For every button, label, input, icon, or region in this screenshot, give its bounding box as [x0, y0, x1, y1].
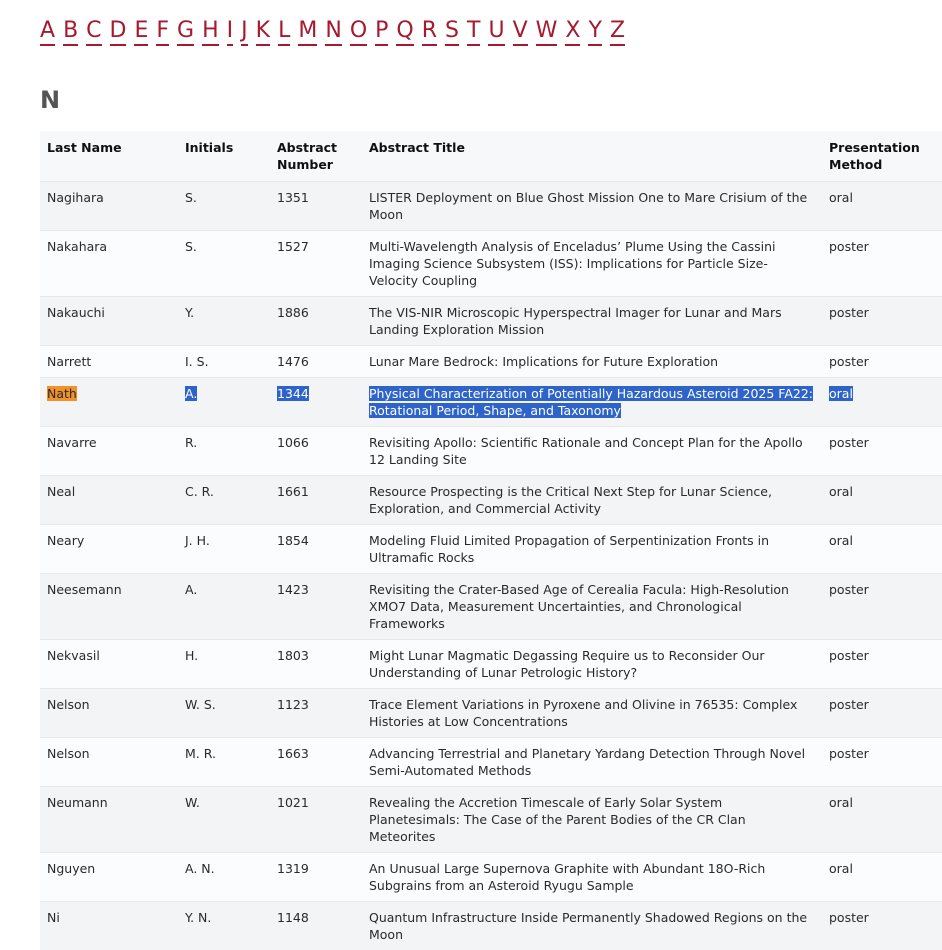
alphabet-link-y[interactable]: Y: [588, 18, 601, 46]
last-name-text: Nguyen: [47, 861, 95, 876]
table-row: [40, 297, 942, 346]
abstract-title-text: The VIS-NIR Microscopic Hyperspectral Imager for Lunar and Mars Landing Exploration Mission: [369, 305, 782, 337]
alphabet-link-w[interactable]: W: [536, 18, 558, 46]
abstract-number-text: 1423: [277, 582, 309, 597]
last-name-text: Nelson: [47, 746, 90, 761]
last-name-cell: [40, 427, 178, 476]
presentation-method-text: poster: [829, 305, 869, 320]
presentation-method-text: poster: [829, 239, 869, 254]
initials-cell: [178, 640, 270, 689]
abstract-title-cell: [362, 297, 822, 346]
alphabet-link-s[interactable]: S: [445, 18, 459, 46]
initials-text: M. R.: [185, 746, 216, 761]
last-name-cell: [40, 346, 178, 378]
abstract-number-cell: [270, 525, 362, 574]
alphabet-link-g[interactable]: G: [177, 18, 194, 46]
table-row: [40, 427, 942, 476]
abstract-number-cell: [270, 689, 362, 738]
table-row: [40, 689, 942, 738]
presentation-method-cell: [822, 378, 942, 427]
abstract-title-text: Trace Element Variations in Pyroxene and Olivine in 76535: Complex Histories at Low Concentrations: [369, 697, 797, 729]
abstract-number-text: 1886: [277, 305, 309, 320]
presentation-method-cell: [822, 853, 942, 902]
abstract-number-cell: [270, 640, 362, 689]
table-row: [40, 378, 942, 427]
alphabet-link-z[interactable]: Z: [610, 18, 625, 46]
alphabet-link-x[interactable]: X: [565, 18, 580, 46]
initials-text: W.: [185, 795, 200, 810]
initials-cell: [178, 231, 270, 297]
abstract-title-cell: [362, 689, 822, 738]
alphabet-nav: [40, 18, 625, 48]
alphabet-link-b[interactable]: B: [63, 18, 78, 46]
presentation-method-cell: [822, 346, 942, 378]
abstract-number-cell: [270, 476, 362, 525]
table-row: [40, 640, 942, 689]
last-name-text: Nagihara: [47, 190, 104, 205]
abstract-title-text: An Unusual Large Supernova Graphite with Abundant 18O-Rich Subgrains from an Asteroid Ryugu Sample: [369, 861, 765, 893]
abstract-number-text: 1663: [277, 746, 309, 761]
column-header-initials[interactable]: Initials: [178, 131, 270, 182]
abstract-title-text: Multi-Wavelength Analysis of Enceladus’ Plume Using the Cassini Imaging Science Subsystem (ISS): Implications for Particle Size-Velocity Coupling: [369, 239, 776, 288]
last-name-text: Ni: [47, 910, 60, 925]
presentation-method-text: poster: [829, 582, 869, 597]
last-name-cell: [40, 689, 178, 738]
alphabet-link-f[interactable]: F: [156, 18, 169, 46]
abstract-title-cell: [362, 640, 822, 689]
initials-text: Y. N.: [185, 910, 211, 925]
last-name-text: Nath: [47, 386, 77, 401]
presentation-method-text: poster: [829, 648, 869, 663]
initials-cell: [178, 574, 270, 640]
presentation-method-cell: [822, 640, 942, 689]
presentation-method-cell: [822, 297, 942, 346]
alphabet-link-u[interactable]: U: [488, 18, 504, 46]
initials-cell: [178, 297, 270, 346]
abstract-number-text: 1344: [277, 386, 309, 401]
alphabet-link-h[interactable]: H: [202, 18, 219, 46]
presentation-method-text: poster: [829, 746, 869, 761]
table-row: [40, 787, 942, 853]
last-name-text: Nakahara: [47, 239, 107, 254]
last-name-text: Navarre: [47, 435, 97, 450]
initials-cell: [178, 787, 270, 853]
table-row: [40, 574, 942, 640]
abstract-title-cell: [362, 378, 822, 427]
presentation-method-text: oral: [829, 484, 853, 499]
last-name-cell: [40, 476, 178, 525]
last-name-cell: [40, 640, 178, 689]
abstract-title-text: Revealing the Accretion Timescale of Early Solar System Planetesimals: The Case of the Parent Bodies of the CR Clan Meteorites: [369, 795, 746, 844]
initials-cell: [178, 525, 270, 574]
presentation-method-text: poster: [829, 697, 869, 712]
abstract-title-cell: [362, 787, 822, 853]
last-name-cell: [40, 787, 178, 853]
presentation-method-cell: [822, 182, 942, 231]
alphabet-link-p[interactable]: P: [375, 18, 388, 46]
abstract-number-cell: [270, 787, 362, 853]
presentation-method-cell: [822, 427, 942, 476]
abstract-number-text: 1661: [277, 484, 309, 499]
presentation-method-text: oral: [829, 190, 853, 205]
abstract-number-cell: [270, 378, 362, 427]
table-row: [40, 346, 942, 378]
initials-text: A. N.: [185, 861, 215, 876]
initials-cell: [178, 476, 270, 525]
presentation-method-text: oral: [829, 386, 853, 401]
presentation-method-text: poster: [829, 910, 869, 925]
presentation-method-cell: [822, 689, 942, 738]
abstract-number-cell: [270, 853, 362, 902]
abstract-number-text: 1854: [277, 533, 309, 548]
last-name-text: Neesemann: [47, 582, 122, 597]
table-row: [40, 738, 942, 787]
last-name-text: Neary: [47, 533, 84, 548]
presentation-method-cell: [822, 574, 942, 640]
alphabet-link-e[interactable]: E: [134, 18, 148, 46]
alphabet-link-q[interactable]: Q: [396, 18, 413, 46]
abstract-number-cell: [270, 346, 362, 378]
last-name-cell: [40, 738, 178, 787]
section-letter-heading: N: [40, 86, 60, 114]
abstract-title-text: Modeling Fluid Limited Propagation of Serpentinization Fronts in Ultramafic Rocks: [369, 533, 769, 565]
last-name-cell: [40, 574, 178, 640]
initials-cell: [178, 689, 270, 738]
abstract-number-cell: [270, 574, 362, 640]
initials-cell: [178, 346, 270, 378]
initials-text: S.: [185, 190, 197, 205]
table-body: [40, 182, 942, 950]
abstract-title-cell: [362, 476, 822, 525]
abstract-number-text: 1148: [277, 910, 309, 925]
alphabet-link-a[interactable]: A: [40, 18, 55, 46]
presentation-method-text: poster: [829, 354, 869, 369]
abstract-title-text: Physical Characterization of Potentially Hazardous Asteroid 2025 FA22: Rotational Period, Shape, and Taxonomy: [369, 386, 813, 418]
last-name-cell: [40, 853, 178, 902]
initials-cell: [178, 182, 270, 231]
abstract-number-cell: [270, 231, 362, 297]
abstract-number-text: 1123: [277, 697, 309, 712]
presentation-method-text: oral: [829, 795, 853, 810]
table-row: [40, 853, 942, 902]
abstract-number-text: 1066: [277, 435, 309, 450]
initials-text: I. S.: [185, 354, 209, 369]
abstracts-table: [40, 131, 942, 950]
abstract-number-cell: [270, 297, 362, 346]
abstract-title-text: Lunar Mare Bedrock: Implications for Future Exploration: [369, 354, 718, 369]
abstract-title-text: Quantum Infrastructure Inside Permanently Shadowed Regions on the Moon: [369, 910, 807, 942]
last-name-text: Nekvasil: [47, 648, 100, 663]
initials-text: A.: [185, 582, 197, 597]
presentation-method-cell: [822, 902, 942, 950]
initials-text: R.: [185, 435, 197, 450]
presentation-method-text: oral: [829, 861, 853, 876]
presentation-method-cell: [822, 525, 942, 574]
header-row: [40, 131, 942, 182]
abstract-title-cell: [362, 738, 822, 787]
alphabet-link-t[interactable]: T: [467, 18, 480, 46]
abstract-title-cell: [362, 902, 822, 950]
presentation-method-cell: [822, 231, 942, 297]
abstract-title-text: Advancing Terrestrial and Planetary Yardang Detection Through Novel Semi-Automated Methods: [369, 746, 805, 778]
last-name-cell: [40, 378, 178, 427]
table-header: [40, 131, 942, 182]
table-row: [40, 476, 942, 525]
alphabet-link-r[interactable]: R: [422, 18, 437, 46]
presentation-method-cell: [822, 787, 942, 853]
abstract-title-cell: [362, 182, 822, 231]
initials-cell: [178, 902, 270, 950]
abstract-title-cell: [362, 346, 822, 378]
table-row: [40, 231, 942, 297]
column-header-abstract-number[interactable]: Abstract Number: [270, 131, 362, 182]
abstract-title-text: Resource Prospecting is the Critical Next Step for Lunar Science, Exploration, and Commercial Activity: [369, 484, 772, 516]
initials-text: A.: [185, 386, 197, 401]
alphabet-link-k[interactable]: K: [256, 18, 270, 46]
abstract-title-cell: [362, 427, 822, 476]
abstract-title-text: LISTER Deployment on Blue Ghost Mission One to Mare Crisium of the Moon: [369, 190, 807, 222]
abstract-number-cell: [270, 427, 362, 476]
alphabet-link-l[interactable]: L: [278, 18, 290, 46]
table-row: [40, 182, 942, 231]
table-row: [40, 902, 942, 950]
presentation-method-text: oral: [829, 533, 853, 548]
initials-text: Y.: [185, 305, 194, 320]
alphabet-link-d[interactable]: D: [110, 18, 127, 46]
presentation-method-cell: [822, 738, 942, 787]
initials-text: W. S.: [185, 697, 216, 712]
presentation-method-cell: [822, 476, 942, 525]
initials-cell: [178, 378, 270, 427]
column-header-presentation-method[interactable]: Presentation Method: [822, 131, 942, 182]
alphabet-link-c[interactable]: C: [86, 18, 101, 46]
abstract-number-cell: [270, 182, 362, 231]
abstract-title-text: Might Lunar Magmatic Degassing Require us to Reconsider Our Understanding of Lunar Petrologic History?: [369, 648, 765, 680]
initials-cell: [178, 427, 270, 476]
abstract-title-text: Revisiting the Crater-Based Age of Cerealia Facula: High-Resolution XMO7 Data, Measurement Uncertainties, and Chronological Frameworks: [369, 582, 789, 631]
alphabet-link-i[interactable]: I: [227, 18, 234, 46]
initials-text: H.: [185, 648, 198, 663]
initials-text: J. H.: [185, 533, 210, 548]
last-name-cell: [40, 525, 178, 574]
abstract-number-text: 1803: [277, 648, 309, 663]
last-name-text: Narrett: [47, 354, 91, 369]
abstract-title-cell: [362, 231, 822, 297]
last-name-text: Neal: [47, 484, 75, 499]
last-name-cell: [40, 902, 178, 950]
last-name-text: Neumann: [47, 795, 108, 810]
last-name-text: Nakauchi: [47, 305, 105, 320]
table-row: [40, 525, 942, 574]
initials-cell: [178, 738, 270, 787]
last-name-cell: [40, 182, 178, 231]
alphabet-link-v[interactable]: V: [513, 18, 528, 46]
abstract-title-cell: [362, 853, 822, 902]
last-name-cell: [40, 297, 178, 346]
alphabet-link-n[interactable]: N: [325, 18, 341, 46]
alphabet-link-m[interactable]: M: [298, 18, 317, 46]
abstract-number-text: 1319: [277, 861, 309, 876]
abstract-title-cell: [362, 525, 822, 574]
abstract-number-cell: [270, 738, 362, 787]
presentation-method-text: poster: [829, 435, 869, 450]
initials-text: S.: [185, 239, 197, 254]
alphabet-link-j[interactable]: J: [241, 18, 248, 46]
last-name-cell: [40, 231, 178, 297]
abstract-number-cell: [270, 902, 362, 950]
abstract-title-text: Revisiting Apollo: Scientific Rationale and Concept Plan for the Apollo 12 Landing Site: [369, 435, 803, 467]
abstract-number-text: 1476: [277, 354, 309, 369]
abstract-title-cell: [362, 574, 822, 640]
abstract-number-text: 1021: [277, 795, 309, 810]
abstract-number-text: 1351: [277, 190, 309, 205]
column-header-last-name[interactable]: Last Name: [40, 131, 178, 182]
alphabet-link-o[interactable]: O: [350, 18, 367, 46]
column-header-abstract-title[interactable]: Abstract Title: [362, 131, 822, 182]
initials-cell: [178, 853, 270, 902]
initials-text: C. R.: [185, 484, 214, 499]
last-name-text: Nelson: [47, 697, 90, 712]
abstract-number-text: 1527: [277, 239, 309, 254]
